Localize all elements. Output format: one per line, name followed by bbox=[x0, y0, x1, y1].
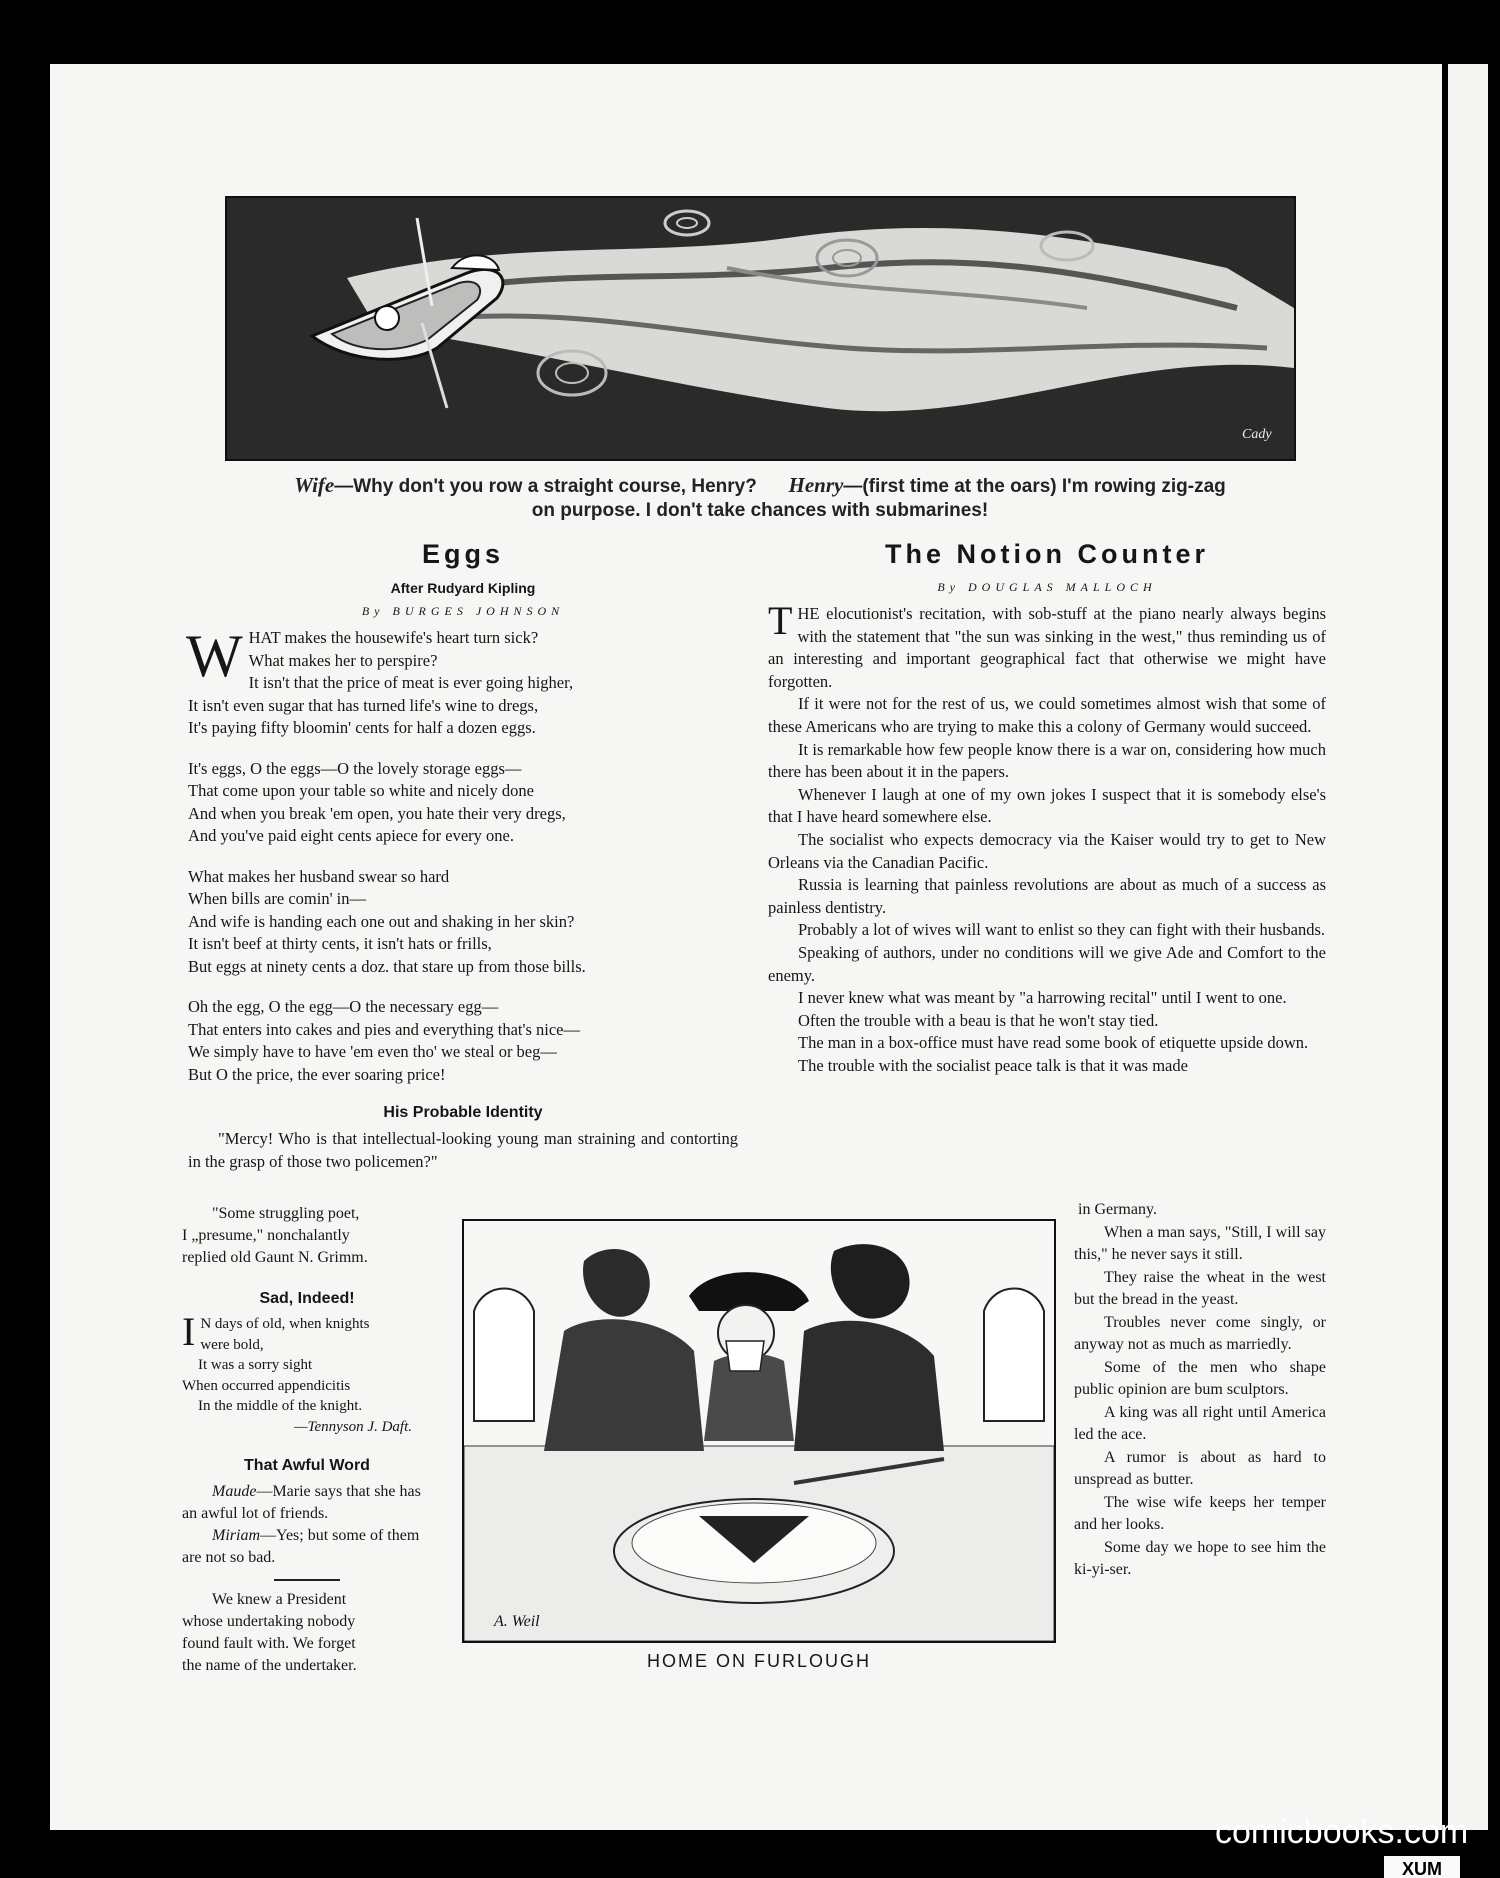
cartoon-signature: Cady bbox=[1242, 427, 1272, 442]
notion-first-text: HE elocutionist's recitation, with sob-stuff at the piano nearly always begins with the statement that "the sun was sinking in the west," thus reminding us of an interesting and important geographical fact that otherwise we might have forgotten. bbox=[768, 604, 1326, 691]
top-cartoon-caption bbox=[235, 473, 1285, 523]
sad-title: Sad, Indeed! bbox=[259, 1290, 355, 1307]
caption-line-1a: —Why don't you row a straight course, Henry? bbox=[334, 476, 757, 497]
caption-line-2: on purpose. I don't take chances with submarines! bbox=[531, 500, 989, 521]
notion-paragraph: Often the trouble with a beau is that he won't stay tied. bbox=[798, 1010, 1159, 1030]
verse-line: What makes her to perspire? bbox=[248, 650, 438, 670]
verse-line: It's paying fifty bloomin' cents for half a dozen eggs. bbox=[188, 718, 536, 737]
eggs-stanza-1 bbox=[186, 623, 738, 740]
identity-reply-line: replied old Gaunt N. Grimm. bbox=[182, 1249, 368, 1266]
facing-page-edge bbox=[1448, 64, 1488, 1830]
eggs-stanza-4 bbox=[188, 996, 738, 1086]
awful-title: That Awful Word bbox=[244, 1457, 370, 1474]
eggs-stanza-3 bbox=[188, 866, 738, 979]
notion-counter-column bbox=[768, 538, 1326, 1077]
notion-narrow-paragraph: When a man says, "Still, I will say this," he never says it still. bbox=[1074, 1223, 1326, 1263]
awful-line-2: —Yes; but some of them are not so bad. bbox=[182, 1527, 420, 1566]
sad-line: When occurred appendicitis bbox=[182, 1377, 351, 1394]
sad-indeed-block bbox=[182, 1276, 432, 1437]
bottom-cartoon-caption: HOME ON FURLOUGH bbox=[646, 1651, 871, 1671]
corner-tag: XUM bbox=[1384, 1856, 1460, 1878]
verse-line: HAT makes the housewife's heart turn sick? bbox=[248, 628, 539, 647]
eggs-stanza-2 bbox=[188, 758, 738, 848]
notion-paragraph: Probably a lot of wives will want to enlist so they can fight with their husbands. bbox=[798, 920, 1326, 940]
notion-narrow-paragraph: Some day we hope to see him the ki-yi-ser. bbox=[1074, 1538, 1326, 1578]
notion-paragraph: I never knew what was meant by "a harrowing recital" until I went to one. bbox=[798, 988, 1287, 1008]
awful-speaker-maude: Maude bbox=[212, 1483, 257, 1500]
sad-line: In the middle of the knight. bbox=[198, 1398, 363, 1414]
eggs-dropcap: W bbox=[186, 623, 243, 689]
eggs-title: Eggs bbox=[421, 539, 504, 569]
sad-line: N days of old, when knights bbox=[200, 1316, 370, 1332]
eggs-byline: By BURGES JOHNSON bbox=[361, 604, 565, 618]
notion-narrow-column bbox=[1074, 1199, 1326, 1582]
identity-body bbox=[188, 1128, 738, 1173]
furlough-drawing bbox=[464, 1221, 1054, 1641]
notion-paragraph: Whenever I laugh at one of my own jokes I suspect that it is somebody else's that I have heard somewhere else. bbox=[768, 784, 1326, 827]
caption-speaker-henry: Henry bbox=[788, 473, 844, 497]
verse-line: And when you break 'em open, you hate their very dregs, bbox=[188, 803, 566, 823]
verse-line: What makes her husband swear so hard bbox=[188, 866, 450, 886]
notion-byline: By DOUGLAS MALLOCH bbox=[937, 580, 1157, 594]
identity-reply-line: I „presume," nonchalantly bbox=[182, 1227, 350, 1244]
verse-line: It isn't beef at thirty cents, it isn't hats or frills, bbox=[188, 934, 492, 953]
sad-signature: —Tennyson J. Daft. bbox=[294, 1418, 412, 1435]
notion-paragraph: It is remarkable how few people know there is a war on, considering how much there has been about it in the papers. bbox=[768, 739, 1326, 782]
identity-reply bbox=[182, 1203, 432, 1269]
verse-line: When bills are comin' in— bbox=[188, 889, 367, 908]
notion-paragraph: The trouble with the socialist peace talk is that it was made bbox=[798, 1055, 1188, 1075]
bottom-cartoon-signature: A. Weil bbox=[494, 1613, 540, 1630]
president-line: the name of the undertaker. bbox=[182, 1657, 357, 1674]
verse-line: We simply have to have 'em even tho' we steal or beg— bbox=[188, 1042, 557, 1061]
notion-narrow-paragraph: Troubles never come singly, or anyway not as much as marriedly. bbox=[1074, 1313, 1326, 1353]
sad-line: It was a sorry sight bbox=[198, 1357, 313, 1373]
notion-body bbox=[768, 598, 1326, 1077]
notion-paragraph: The man in a box-office must have read some book of etiquette upside down. bbox=[798, 1033, 1309, 1053]
caption-line-1b: —(first time at the oars) I'm rowing zig-zag bbox=[843, 476, 1226, 497]
section-divider bbox=[274, 1579, 340, 1581]
verse-line: But eggs at ninety cents a doz. that stare up from those bills. bbox=[188, 956, 586, 976]
notion-narrow-paragraph: A rumor is about as hard to unspread as butter. bbox=[1074, 1448, 1326, 1488]
rowboat-drawing bbox=[227, 198, 1294, 459]
sad-dropcap: I bbox=[182, 1309, 196, 1354]
identity-title: His Probable Identity bbox=[383, 1104, 543, 1121]
president-line: We knew a President bbox=[212, 1591, 347, 1608]
verse-line: That enters into cakes and pies and everything that's nice— bbox=[188, 1019, 580, 1039]
sad-line: were bold, bbox=[200, 1336, 264, 1353]
notion-narrow-paragraph: The wise wife keeps her temper and her looks. bbox=[1074, 1493, 1326, 1533]
notion-dropcap: T bbox=[768, 598, 793, 643]
verse-line: It's eggs, O the eggs—O the lovely storage eggs— bbox=[188, 758, 522, 778]
awful-speaker-miriam: Miriam bbox=[212, 1527, 260, 1544]
notion-narrow-paragraph: They raise the wheat in the west but the bread in the yeast. bbox=[1074, 1268, 1326, 1308]
eggs-subtitle: After Rudyard Kipling bbox=[390, 580, 536, 596]
notion-narrow-paragraph: A king was all right until America led the ace. bbox=[1074, 1403, 1326, 1443]
president-line: found fault with. We forget bbox=[182, 1635, 356, 1652]
notion-first-paragraph bbox=[768, 598, 1326, 693]
caption-speaker-wife: Wife bbox=[294, 473, 335, 497]
verse-line: It isn't that the price of meat is ever going higher, bbox=[248, 673, 574, 692]
verse-line: And wife is handing each one out and shaking in her skin? bbox=[188, 911, 575, 931]
verse-line: But O the price, the ever soaring price! bbox=[188, 1064, 446, 1084]
notion-paragraph: Speaking of authors, under no conditions will we give Ade and Comfort to the enemy. bbox=[768, 942, 1326, 985]
identity-paragraph: "Mercy! Who is that intellectual-looking young man straining and contorting in the grasp of those two policemen?" bbox=[188, 1129, 738, 1171]
awful-line-1: —Marie says that she has an awful lot of friends. bbox=[182, 1483, 421, 1522]
verse-line: That come upon your table so white and nicely done bbox=[188, 781, 534, 800]
notion-narrow-paragraph: Some of the men who shape public opinion are bum sculptors. bbox=[1074, 1358, 1326, 1398]
awful-word-block bbox=[182, 1443, 432, 1677]
rowboat-illustration bbox=[225, 196, 1296, 461]
verse-line: It isn't even sugar that has turned life's wine to dregs, bbox=[188, 695, 539, 715]
verse-line: Oh the egg, O the egg—O the necessary egg— bbox=[188, 997, 499, 1016]
identity-reply-line: "Some struggling poet, bbox=[212, 1205, 360, 1222]
notion-paragraph: The socialist who expects democracy via the Kaiser would try to get to New Orleans via the Canadian Pacific. bbox=[768, 829, 1326, 872]
eggs-column bbox=[188, 538, 738, 1173]
notion-narrow-paragraph: in Germany. bbox=[1078, 1201, 1157, 1218]
president-line: whose undertaking nobody bbox=[182, 1613, 356, 1630]
notion-title: The Notion Counter bbox=[885, 539, 1209, 569]
notion-paragraph: Russia is learning that painless revolutions are about as much of a success as painless dentistry. bbox=[768, 875, 1326, 917]
site-watermark: comicbooks.com bbox=[1215, 1813, 1469, 1851]
furlough-illustration bbox=[462, 1219, 1056, 1643]
verse-line: And you've paid eight cents apiece for every one. bbox=[188, 826, 514, 845]
notion-paragraph: If it were not for the rest of us, we could sometimes almost wish that some of these Americans who are trying to make this a colony of Germany would succeed. bbox=[768, 694, 1326, 736]
